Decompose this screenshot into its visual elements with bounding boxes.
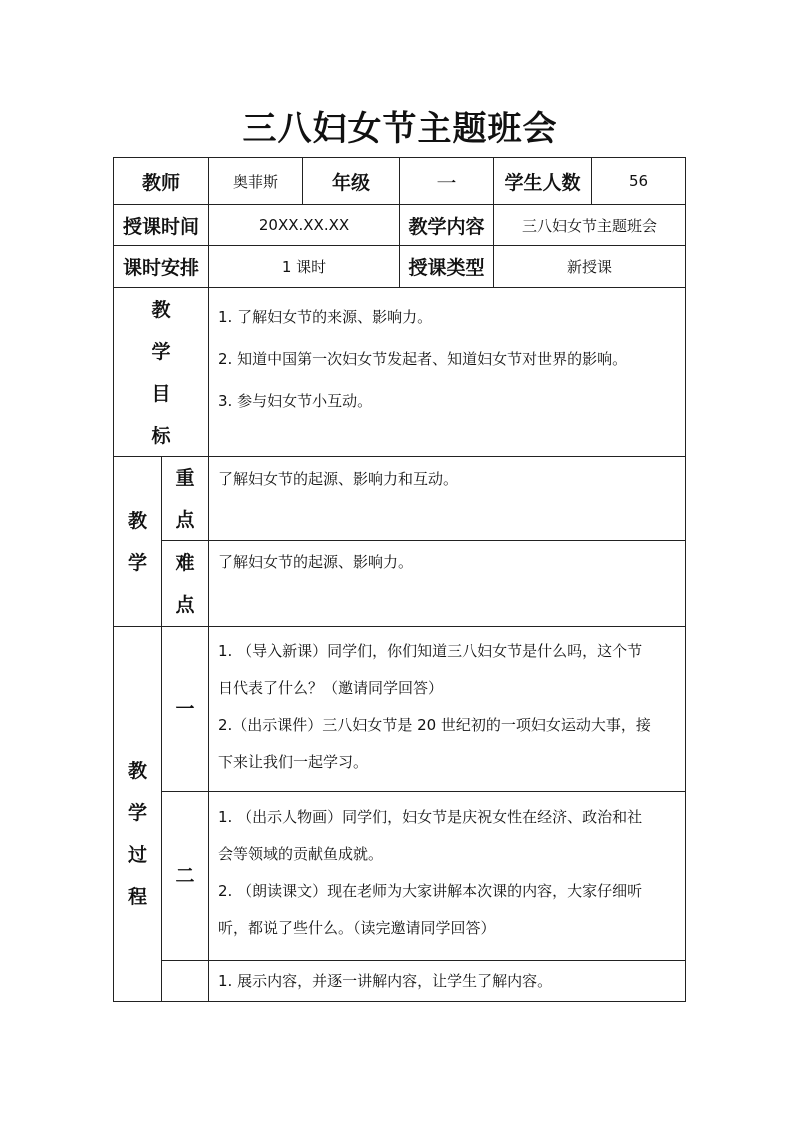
teacher-label: 教师 (141, 171, 180, 194)
content-label: 教学内容 (408, 215, 485, 238)
content-value: 三八妇女节主题班会 (521, 216, 657, 235)
students-value: 56 (628, 172, 649, 190)
goals-label: 教 学 目 标 (151, 299, 171, 447)
focus-outer-label: 教 学 (127, 509, 147, 574)
students-label: 学生人数 (504, 171, 581, 194)
process-section-1-text: 1. （导入新课）同学们，你们知道三八妇女节是什么吗，这个节 日代表了什么？（邀请同学回答） 2.（出示课件）三八妇女节是 20 世纪初的一项妇女运动大事，接 下来让我们一起学习。 (218, 642, 651, 771)
difficult-point-label: 难 点 (175, 551, 195, 616)
time-value: 20XX.XX.XX (258, 216, 350, 234)
goal-item: 1. 了解妇女节的来源、影响力。 (218, 308, 433, 326)
goals-list (218, 296, 678, 422)
process-section-2-label: 二 (175, 865, 195, 887)
process-outer-label: 教 学 过 程 (127, 760, 147, 908)
teacher-value: 奥菲斯 (232, 172, 278, 191)
grade-label: 年级 (331, 171, 370, 194)
type-label: 授课类型 (408, 257, 485, 279)
page-title: 三八妇女节主题班会 (242, 109, 558, 149)
process-section-2-text: 1. （出示人物画）同学们，妇女节是庆祝女性在经济、政治和社 会等领域的贡献鱼成就。 2. （朗读课文）现在老师为大家讲解本次课的内容，大家仔细听 听，都说了些什么。（读完邀请同学回答） (218, 808, 643, 937)
goal-item: 3. 参与妇女节小互动。 (218, 392, 373, 410)
difficult-point-text: 了解妇女节的起源、影响力。 (218, 553, 414, 571)
process-section-3-text: 1. 展示内容，并逐一讲解内容，让学生了解内容。 (218, 972, 553, 990)
process-section-1-label: 一 (175, 698, 195, 720)
process-section-3-label (161, 960, 209, 1002)
key-point-text: 了解妇女节的起源、影响力和互动。 (218, 470, 459, 488)
grade-value: 一 (436, 170, 457, 195)
goal-item: 2. 知道中国第一次妇女节发起者、知道妇女节对世界的影响。 (218, 350, 628, 368)
hours-value: 1 课时 (281, 258, 327, 276)
time-label: 授课时间 (122, 215, 199, 238)
key-point-label: 重 点 (175, 466, 195, 531)
type-value: 新授课 (566, 258, 612, 276)
hours-label: 课时安排 (122, 257, 199, 279)
